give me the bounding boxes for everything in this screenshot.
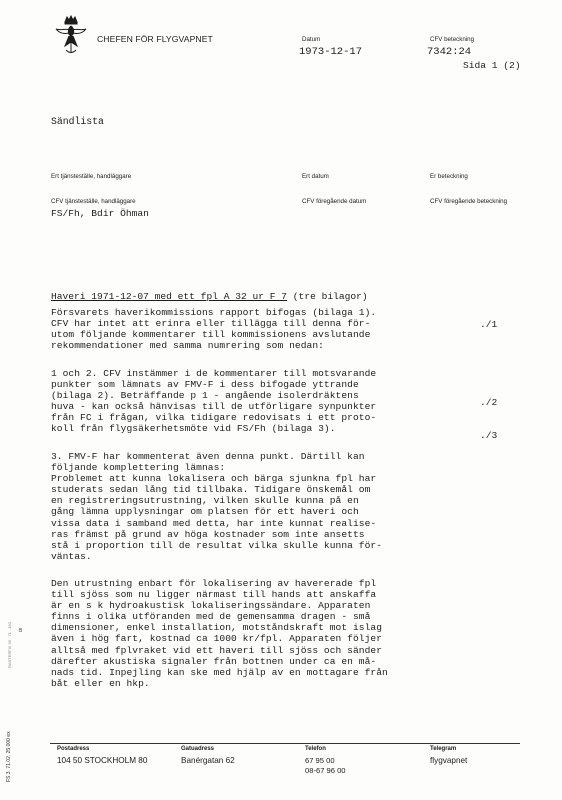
footer-rule <box>50 743 520 744</box>
subject-underlined: Haveri 1971-12-07 med ett fpl A 32 ur F 7 <box>51 291 288 302</box>
enclosure-ref-3: ./3 <box>480 430 498 441</box>
paragraph-1 <box>51 307 376 351</box>
datum-label: Datum <box>302 36 321 43</box>
text-line: alltså med fplvraket vid ett haveri till sjöss och sänder <box>51 644 383 656</box>
text-line: från FC i frågan, vilka tidigare redovisats i ett proto- <box>51 412 377 424</box>
text-line: följande komplettering lämnas: <box>51 462 226 474</box>
text-line: nads tid. Inpejling kan ske med hjälp av en mottagare från <box>51 666 388 678</box>
text-line: rekommendationer med samma numrering som nedan: <box>51 340 324 352</box>
postadress-label: Postadress <box>57 746 90 752</box>
text-line: är en s k hydroakustisk lokaliseringssändare. Apparaten <box>51 600 371 612</box>
ert-tjanst-label: Ert tjänsteställe, handläggare <box>51 173 132 180</box>
text-line: ras främst på grund av höga kostnader som inte ansetts <box>51 528 365 540</box>
print-code: FS 3. 71.02. 25 000 ex <box>6 731 12 782</box>
beteckning-label: CFV beteckning <box>430 36 475 43</box>
text-line: därefter akustiska signaler från bottnen under ca en må- <box>51 655 377 667</box>
text-line: båt eller en hkp. <box>51 677 150 689</box>
text-line: 1 och 2. CFV instämmer i de kommentarer till motsvarande <box>51 368 377 379</box>
page-indicator: Sida 1 (2) <box>463 60 521 71</box>
cfv-tjanst-value: FS/Fh, Bdir Öhman <box>51 208 149 219</box>
text-line: vissa data i samband med detta, har inte kunnat realise- <box>51 517 377 529</box>
text-line: Problemet att kunna lokalisera och bärga sjunkna fpl har <box>51 473 377 485</box>
air-force-emblem <box>54 14 88 58</box>
er-beteckning-label: Er beteckning <box>430 173 468 180</box>
cfv-tjanst-label: CFV tjänsteställe, handläggare <box>51 198 136 205</box>
postadress-value: 104 50 STOCKHOLM 80 <box>57 756 148 765</box>
enclosure-ref-1: ./1 <box>480 319 498 330</box>
telegram-label: Telegram <box>430 746 457 752</box>
text-line: koll från flygsäkerhetsmöte vid FS/Fh (bilaga 3). <box>51 423 336 435</box>
paragraph-2 <box>51 368 376 435</box>
text-line: (bilaga 2). Beträffande p 1 - angående isolerdräktens <box>51 390 359 402</box>
text-line: CFV har intet att erinra eller tillägga till denna för- <box>51 318 371 330</box>
text-line: Försvarets haverikommissions rapport bifogas (bilaga 1). <box>51 307 377 318</box>
text-line: utom följande kommentarer till kommissionens avslutande <box>51 329 371 341</box>
datum-value: 1973-12-17 <box>299 46 363 58</box>
text-line: dimensioner, enkel installation, motståndskraft mot islag <box>51 622 383 634</box>
text-line: 3. FMV-F har kommenterat även denna punkt. Därtill kan <box>51 451 365 462</box>
faint-print-code: RASTERFIX 66 . 71 . 150 <box>7 622 12 668</box>
text-line: punkter som lämnats av FMV-F i dess bifogade yttrande <box>51 379 359 391</box>
text-line: studerats sedan lång tid tillbaka. Tidigare önskemål om <box>51 484 371 496</box>
subject-rest: (tre bilagor) <box>287 291 368 302</box>
gatuadress-label: Gatuadress <box>181 746 215 752</box>
text-line: finns i olika utföranden med de gemensamma dragen - små <box>51 611 371 623</box>
text-line: en registreringsutrustning, vilken skulle kunna på en <box>51 495 359 507</box>
beteckning-value: 7342:24 <box>427 46 472 58</box>
text-line: gång lämna upplysningar om platsen för ett haveri och <box>51 506 359 518</box>
gatuadress-value: Banérgatan 62 <box>181 756 235 765</box>
telefon-label: Telefon <box>305 746 326 752</box>
text-line: stå i proportion till de resultat vilka skulle kunna för- <box>51 539 383 551</box>
telefon-value-2: 08-67 96 00 <box>305 766 346 775</box>
paragraph-4 <box>51 578 388 689</box>
text-line: huva - kan också hänvisas till de utförligare synpunkter <box>51 401 377 413</box>
text-line: väntas. <box>51 550 92 562</box>
subject-line <box>51 291 368 302</box>
telegram-value: flygvapnet <box>430 756 468 765</box>
margin-mark: B <box>19 628 23 634</box>
text-line: Den utrustning enbart för lokalisering av havererade fpl <box>51 578 377 589</box>
enclosure-ref-2: ./2 <box>480 397 498 408</box>
text-line: även i hög fart, kostnad ca 1000 kr/fpl. Apparaten följer <box>51 633 383 645</box>
paragraph-3 <box>51 451 382 562</box>
telefon-value-1: 67 95 00 <box>305 756 335 765</box>
cfv-foregaende-datum-label: CFV föregående datum <box>302 198 367 205</box>
ert-datum-label: Ert datum <box>302 173 329 180</box>
cfv-foregaende-beteckning-label: CFV föregående beteckning <box>430 198 508 205</box>
text-line: till sjöss som nu ligger närmast till hands att anskaffa <box>51 589 377 601</box>
organization-name: CHEFEN FÖR FLYGVAPNET <box>97 34 213 44</box>
recipient: Sändlista <box>51 116 104 127</box>
